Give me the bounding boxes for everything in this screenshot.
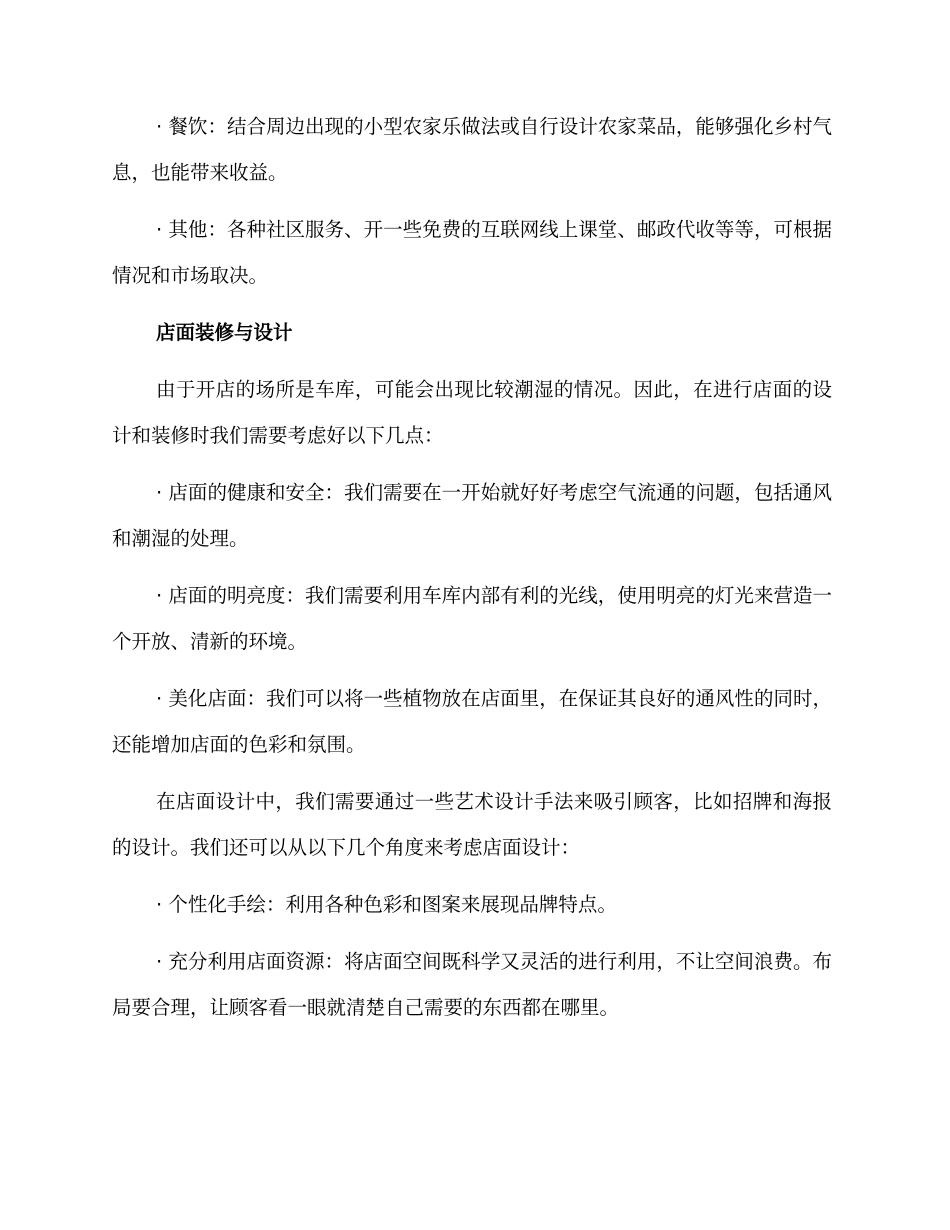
bullet-hand-painting: · 个性化手绘：利用各种色彩和图案来展现品牌特点。 (156, 893, 617, 916)
bullet-health-safety: · 店面的健康和安全：我们需要在一开始就好好考虑空气流通的问题，包括通风和潮湿的处理。 (112, 481, 832, 550)
bullet-brightness: · 店面的明亮度：我们需要利用车库内部有利的光线，使用明亮的灯光来营造一个开放、清新的环境。 (112, 584, 832, 653)
section-heading-store-design: 店面装修与设计 (156, 321, 293, 344)
paragraph-art-design: 在店面设计中，我们需要通过一些艺术设计手法来吸引顾客，比如招牌和海报的设计。我们还可以从以下几个角度来考虑店面设计： (112, 790, 832, 859)
bullet-dining: · 餐饮：结合周边出现的小型农家乐做法或自行设计农家菜品，能够强化乡村气息，也能带来收益。 (112, 115, 832, 184)
bullet-space-usage: · 充分利用店面资源：将店面空间既科学又灵活的进行利用，不让空间浪费。布局要合理，让顾客看一眼就清楚自己需要的东西都在哪里。 (112, 950, 832, 1019)
paragraph-intro-garage: 由于开店的场所是车库，可能会出现比较潮湿的情况。因此，在进行店面的设计和装修时我们需要考虑好以下几点： (112, 378, 832, 447)
bullet-other: · 其他：各种社区服务、开一些免费的互联网线上课堂、邮政代收等等，可根据情况和市场取决。 (112, 218, 832, 287)
document-page (112, 104, 832, 1042)
bullet-beautify: · 美化店面：我们可以将一些植物放在店面里，在保证其良好的通风性的同时，还能增加店面的色彩和氛围。 (112, 687, 832, 756)
